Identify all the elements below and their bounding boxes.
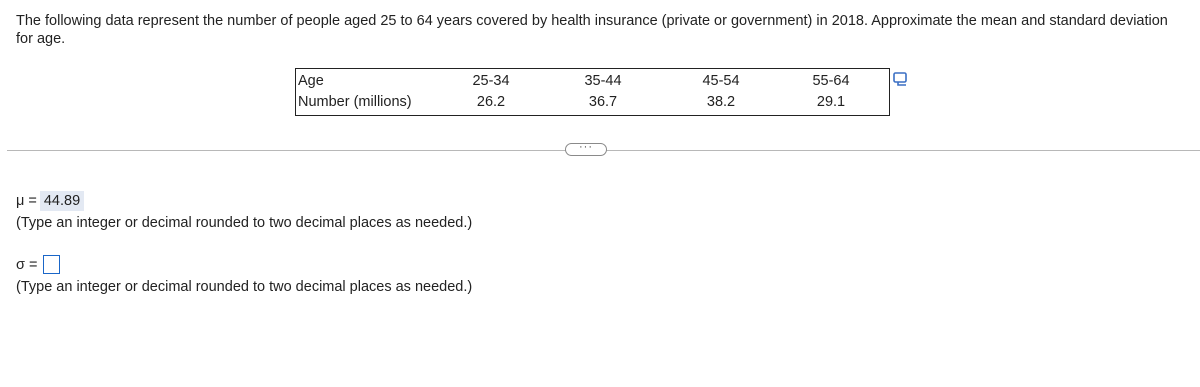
mean-symbol: μ = [16, 193, 37, 209]
row-label-age: Age [298, 73, 324, 89]
sd-symbol: σ = [16, 257, 38, 273]
expand-more-button[interactable]: ··· [565, 143, 607, 156]
number-cell-1: 26.2 [476, 94, 506, 110]
sd-hint: (Type an integer or decimal rounded to two decimal places as needed.) [16, 279, 473, 295]
data-table [295, 68, 890, 116]
question-text: The following data represent the number of people aged 25 to 64 years covered by health insurance (private or government) in 2018. Approximate the mean and standard deviation for age. [16, 13, 1168, 47]
sd-answer-input[interactable] [43, 255, 60, 274]
number-cell-3: 38.2 [706, 94, 736, 110]
mean-hint: (Type an integer or decimal rounded to two decimal places as needed.) [16, 215, 473, 231]
sd-answer-line [16, 255, 37, 275]
mean-answer-line [16, 191, 84, 211]
row-label-number: Number (millions) [298, 94, 412, 110]
mean-answer-value[interactable]: 44.89 [40, 191, 84, 211]
age-cell-1: 25-34 [472, 73, 510, 89]
table-row-age [296, 71, 889, 91]
age-cell-4: 55-64 [812, 73, 850, 89]
age-cell-3: 45-54 [702, 73, 740, 89]
copy-to-clipboard-icon[interactable] [892, 71, 912, 87]
table-row-number [296, 92, 889, 112]
number-cell-4: 29.1 [816, 94, 846, 110]
number-cell-2: 36.7 [588, 94, 618, 110]
age-cell-2: 35-44 [584, 73, 622, 89]
